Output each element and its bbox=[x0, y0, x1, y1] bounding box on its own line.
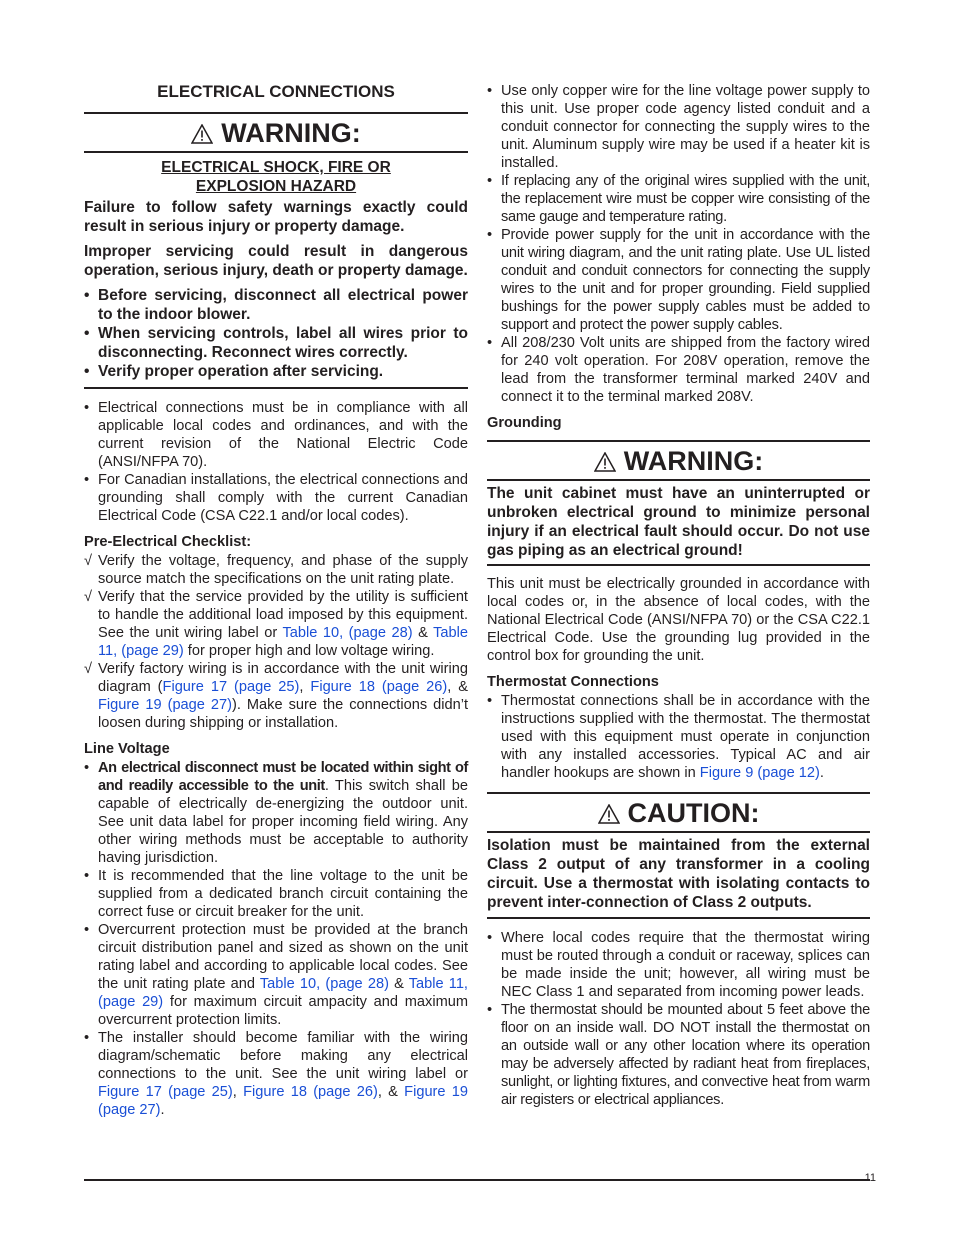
list-item: • Provide power supply for the unit in accordance with the unit wiring diagram, and the unit rating plate. Use UL listed conduit and conduit connectors for connecting the supply wires to the unit and for proper grounding. Field supplied bushings for the power supply cables must be added to support and protect the power supply cables. bbox=[487, 227, 870, 333]
checklist-item: √ Verify factory wiring is in accordance with the unit wiring diagram (Figure 17 (page 25), Figure 18 (page 26), & Figure 19 (page 27)). Make sure the connections didn’t loosen during shipping or installation. bbox=[84, 661, 469, 731]
line-voltage-heading: Line Voltage bbox=[84, 741, 170, 757]
line-voltage-list bbox=[84, 759, 468, 1119]
list-item: • All 208/230 Volt units are shipped from the factory wired for 240 volt operation. For 208V operation, remove the lead from the transformer terminal marked 240V and connect it to the terminal marked 208V. bbox=[487, 335, 870, 405]
figure-18-link[interactable]: Figure 18 (page 26) bbox=[243, 1084, 378, 1100]
warning-list-item: • Before servicing, disconnect all electrical power to the indoor blower. bbox=[84, 287, 468, 323]
warning-paragraph-2: Improper servicing could result in dangerous operation, serious injury, death or property damage. bbox=[84, 243, 468, 279]
warning-triangle-icon bbox=[191, 124, 213, 144]
list-item: • Use only copper wire for the line voltage power supply to this unit. Use proper code agency listed conduit and a conduit connector for connecting the supply wires to the unit. Aluminum supply wire may be used if a heater kit is installed. bbox=[487, 83, 870, 171]
figure-17-link[interactable]: Figure 17 (page 25) bbox=[98, 1084, 233, 1100]
warning-paragraph-1: Failure to follow safety warnings exactly could result in serious injury or property damage. bbox=[84, 199, 468, 235]
footer-rule bbox=[84, 1179, 870, 1181]
thermostat-heading: Thermostat Connections bbox=[487, 674, 659, 690]
checklist-item: √ Verify the voltage, frequency, and phase of the supply source match the specifications on the unit rating plate. bbox=[84, 553, 468, 587]
warning-heading-text: WARNING: bbox=[221, 118, 361, 148]
thermostat-list bbox=[487, 692, 870, 782]
warning-triangle-icon bbox=[598, 804, 620, 824]
list-item: • Where local codes require that the thermostat wiring must be routed through a conduit or raceway, splices can be made inside the unit; however, all wiring must be NEC Class 1 and separated from incoming power leads. bbox=[487, 930, 870, 1000]
figure-19-link[interactable]: Figure 19 (page 27) bbox=[98, 1084, 469, 1118]
grounding-paragraph: This unit must be electrically grounded in accordance with local codes or, in the absence of local codes, with the National Electrical Code (ANSI/NFPA 70) or the CSA C22.1 Electrical Code. Use the grounding lug provided in the control box for grounding the unit. bbox=[487, 576, 870, 664]
warning-subtitle-line1: ELECTRICAL SHOCK, FIRE OR bbox=[161, 159, 391, 176]
figure-9-link[interactable]: Figure 9 (page 12) bbox=[699, 765, 820, 781]
caution-heading-text: CAUTION: bbox=[627, 798, 760, 828]
list-item: • For Canadian installations, the electrical connections and grounding shall comply with the current Canadian Electrical Code (CSA C22.1 and/or local codes). bbox=[84, 472, 468, 524]
list-item: • Electrical connections must be in compliance with all applicable local codes and ordinances, and with the current revision of the National Electric Code (ANSI/NFPA 70). bbox=[84, 400, 468, 470]
table-11-link[interactable]: Table 11, (page 29) bbox=[98, 625, 468, 659]
warning-list bbox=[84, 286, 468, 381]
warning-heading bbox=[84, 114, 468, 153]
left-column bbox=[84, 78, 468, 1119]
warning-heading-text: WARNING: bbox=[623, 446, 764, 476]
warning-triangle-icon bbox=[594, 452, 616, 472]
list-item: • It is recommended that the line voltage to the unit be supplied from a dedicated branch circuit containing the correct fuse or circuit breaker for the unit. bbox=[84, 868, 468, 920]
intro-list bbox=[84, 399, 468, 525]
list-item: • Thermostat connections shall be in accordance with the instructions supplied with the thermostat. The thermostat used with this equipment must operate in conjunction with any installed accessories. Typical AC and air handler hookups are shown in Figure 9 (page 12). bbox=[487, 693, 870, 781]
caution-heading bbox=[487, 794, 870, 833]
warning-list-item: • Verify proper operation after servicing. bbox=[84, 363, 384, 380]
checklist-item: √ Verify that the service provided by the utility is sufficient to handle the additional load imposed by this equipment. See the unit wiring label or Table 10, (page 28) & Table 11, (page 29) for proper high and low voltage wiring. bbox=[84, 589, 468, 659]
warning-box-grounding bbox=[487, 440, 870, 566]
supply-list bbox=[487, 82, 870, 406]
caution-paragraph: Isolation must be maintained from the external Class 2 output of any transformer in a cooling circuit. Use a thermostat with isolating contacts to prevent inter-connection of Class 2 outputs. bbox=[487, 837, 870, 911]
list-item: • The thermostat should be mounted about 5 feet above the floor on an inside wall. DO NOT install the thermostat on an outside wall or any other location where its operation may be adversely affected by radiant heat from fireplaces, sunlight, or lighting fixtures, and convective heat from warm air registers or electrical appliances. bbox=[487, 1002, 870, 1108]
right-column bbox=[487, 82, 870, 1109]
warning-heading bbox=[487, 442, 870, 481]
checklist-heading: Pre-Electrical Checklist: bbox=[84, 534, 252, 550]
warning-paragraph: The unit cabinet must have an uninterrupted or unbroken electrical ground to minimize personal injury if an electrical fault should occur. Do not use gas piping as an electrical ground! bbox=[487, 485, 870, 559]
thermostat-wiring-list bbox=[487, 929, 870, 1109]
page-number: 11 bbox=[864, 1172, 876, 1184]
list-item: • The installer should become familiar with the wiring diagram/schematic before making any electrical connections to the unit. See the unit wiring label or Figure 17 (page 25), Figure 18 (page 26), & Figure 19 (page 27). bbox=[84, 1030, 469, 1118]
list-item: • If replacing any of the original wires supplied with the unit, the replacement wire must be copper wire consisting of the same gauge and temperature rating. bbox=[487, 173, 870, 225]
caution-box bbox=[487, 792, 870, 919]
list-item: • Overcurrent protection must be provided at the branch circuit distribution panel and sized as shown on the unit rating label and according to applicable local codes. See the unit rating plate and Table 10, (page 28) & Table 11, (page 29) for maximum circuit ampacity and maximum overcurrent protection limits. bbox=[84, 922, 468, 1028]
warning-list-item: • When servicing controls, label all wires prior to disconnecting. Reconnect wires correctly. bbox=[84, 325, 468, 361]
grounding-heading: Grounding bbox=[487, 415, 562, 431]
section-title: ELECTRICAL CONNECTIONS bbox=[157, 82, 395, 101]
warning-box-electrical bbox=[84, 112, 468, 389]
table-10-link[interactable]: Table 10, (page 28) bbox=[259, 976, 389, 992]
checklist bbox=[84, 552, 468, 732]
figure-19-link[interactable]: Figure 19 (page 27) bbox=[98, 697, 232, 713]
table-10-link[interactable]: Table 10, (page 28) bbox=[282, 625, 413, 641]
figure-17-link[interactable]: Figure 17 (page 25) bbox=[162, 679, 300, 695]
warning-subtitle-line2: EXPLOSION HAZARD bbox=[195, 178, 357, 195]
list-item: • An electrical disconnect must be located within sight of and readily accessible to the unit. This switch shall be capable of electrically de-energizing the outdoor unit. See unit data label for proper incoming field wiring. Any other wiring methods must be acceptable to authority having jurisdiction. bbox=[84, 760, 469, 866]
figure-18-link[interactable]: Figure 18 (page 26) bbox=[310, 679, 448, 695]
table-11-link[interactable]: Table 11, (page 29) bbox=[98, 976, 468, 1010]
